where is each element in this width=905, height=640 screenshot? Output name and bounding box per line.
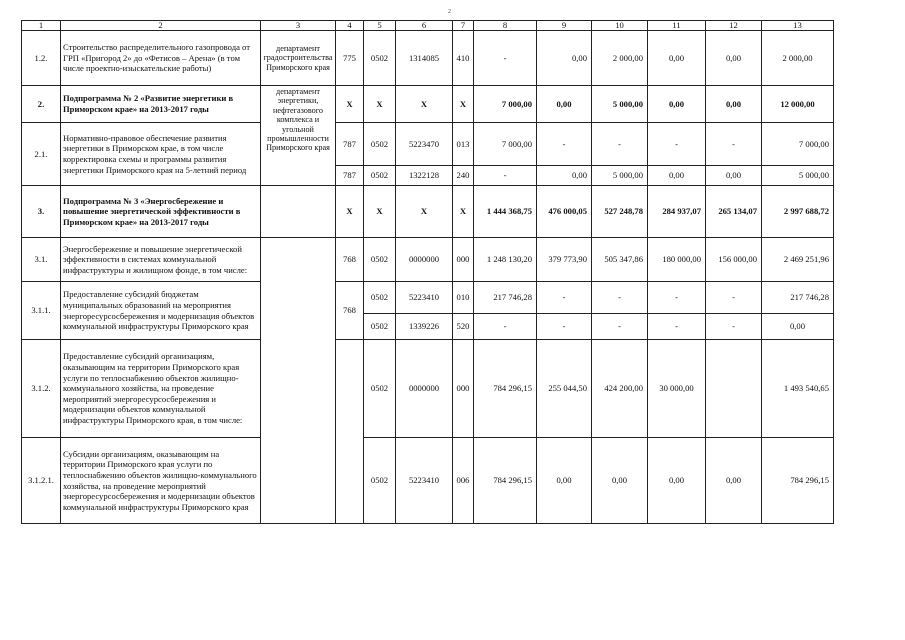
cell-col10: 505 347,86 (592, 238, 648, 282)
row-description: Нормативно-правовое обеспечение развития энергетики в Приморском крае, в том числе корректировка схемы и программы развития энергетики Приморского края на 5-летний период (61, 123, 261, 186)
cell-col5: Х (364, 86, 396, 123)
cell-col12: 0,00 (706, 31, 762, 86)
cell-col6: 5223410 (396, 282, 453, 314)
cell-col13: 1 493 540,65 (762, 340, 834, 438)
cell-col6: 1314085 (396, 31, 453, 86)
cell-col12: - (706, 282, 762, 314)
column-number: 8 (474, 21, 537, 31)
row-description: Подпрограмма № 2 «Развитие энергетики в Приморском крае» на 2013-2017 годы (61, 86, 261, 123)
table-row (22, 86, 834, 123)
cell-col5: 0502 (364, 166, 396, 186)
cell-col9: 0,00 (537, 31, 592, 86)
cell-col7: Х (453, 86, 474, 123)
column-number: 7 (453, 21, 474, 31)
table-row (22, 282, 834, 314)
cell-col7: 000 (453, 340, 474, 438)
cell-col8: 1 444 368,75 (474, 186, 537, 238)
cell-col9: 255 044,50 (537, 340, 592, 438)
cell-col11: 180 000,00 (648, 238, 706, 282)
column-number-row (22, 21, 834, 31)
cell-col7: 520 (453, 314, 474, 340)
cell-col9: 0,00 (537, 438, 592, 524)
column-number: 4 (336, 21, 364, 31)
cell-col12: 156 000,00 (706, 238, 762, 282)
cell-col10: 0,00 (592, 438, 648, 524)
cell-col10: 527 248,78 (592, 186, 648, 238)
row-number: 3.1.1. (22, 282, 61, 340)
cell-col11: - (648, 282, 706, 314)
department-cell (261, 186, 336, 238)
cell-col13: 5 000,00 (762, 166, 834, 186)
cell-col8: 1 248 130,20 (474, 238, 537, 282)
row-number: 3.1. (22, 238, 61, 282)
cell-col10: - (592, 314, 648, 340)
column-number: 6 (396, 21, 453, 31)
cell-col9: 0,00 (537, 86, 592, 123)
column-number: 1 (22, 21, 61, 31)
row-number: 2.1. (22, 123, 61, 186)
cell-col4: 768 (336, 282, 364, 340)
table-row (22, 340, 834, 438)
row-number: 3.1.2.1. (22, 438, 61, 524)
cell-col11: 284 937,07 (648, 186, 706, 238)
cell-col10: - (592, 282, 648, 314)
cell-col11: 0,00 (648, 86, 706, 123)
row-description: Подпрограмма № 3 «Энергосбережение и повышение энергетической эффективности в Приморском крае» на 2013-2017 годы (61, 186, 261, 238)
cell-col10: 424 200,00 (592, 340, 648, 438)
cell-col12: 0,00 (706, 438, 762, 524)
cell-col13: 784 296,15 (762, 438, 834, 524)
cell-col13: 217 746,28 (762, 282, 834, 314)
cell-col5: 0502 (364, 340, 396, 438)
cell-col6: 1339226 (396, 314, 453, 340)
cell-col9: 0,00 (537, 166, 592, 186)
row-description: Субсидии организациям, оказывающим на территории Приморского края услуги по теплоснабжению объектов жилищно-коммунального хозяйства, на проведение мероприятий энергоресурсосбережения и модернизации объектов коммунальной инфраструктуры Приморского края (61, 438, 261, 524)
row-description: Предоставление субсидий бюджетам муниципальных образований на мероприятия энергоресурсосбережения и модернизация объектов коммунальной инфраструктуры Приморского края (61, 282, 261, 340)
cell-col5: 0502 (364, 438, 396, 524)
column-number: 10 (592, 21, 648, 31)
table-row (22, 238, 834, 282)
table-row (22, 438, 834, 524)
cell-col10: 5 000,00 (592, 86, 648, 123)
cell-col5: Х (364, 186, 396, 238)
cell-col9: 476 000,05 (537, 186, 592, 238)
cell-col10: 2 000,00 (592, 31, 648, 86)
row-number: 3.1.2. (22, 340, 61, 438)
cell-col12: 0,00 (706, 166, 762, 186)
cell-col7: 010 (453, 282, 474, 314)
cell-col4: 775 (336, 31, 364, 86)
row-description: Предоставление субсидий организациям, оказывающим на территории Приморского края услуги по теплоснабжению объектов жилищно-коммунального хозяйства, на проведение мероприятий энергоресурсосбережения и модернизации объектов коммунальной инфраструктуры Приморского края, в том числе: (61, 340, 261, 438)
cell-col12: - (706, 314, 762, 340)
row-number: 1.2. (22, 31, 61, 86)
cell-col11: - (648, 123, 706, 166)
column-number: 5 (364, 21, 396, 31)
cell-col11: 0,00 (648, 438, 706, 524)
cell-col8: 217 746,28 (474, 282, 537, 314)
cell-col5: 0502 (364, 123, 396, 166)
table-row (22, 123, 834, 166)
cell-col5: 0502 (364, 314, 396, 340)
cell-col11: 30 000,00 (648, 340, 706, 438)
cell-col10: 5 000,00 (592, 166, 648, 186)
table-row (22, 31, 834, 86)
cell-col7: Х (453, 186, 474, 238)
table-row (22, 186, 834, 238)
cell-col9: - (537, 123, 592, 166)
cell-col5: 0502 (364, 282, 396, 314)
column-number: 2 (61, 21, 261, 31)
cell-col11: 0,00 (648, 31, 706, 86)
cell-col8: - (474, 31, 537, 86)
cell-col5: 0502 (364, 31, 396, 86)
cell-col6: Х (396, 186, 453, 238)
cell-col6: 1322128 (396, 166, 453, 186)
cell-col11: - (648, 314, 706, 340)
cell-col4: Х (336, 86, 364, 123)
cell-col6: 5223410 (396, 438, 453, 524)
cell-col4: 787 (336, 166, 364, 186)
cell-col8: - (474, 314, 537, 340)
cell-col4 (336, 340, 364, 524)
cell-col13: 12 000,00 (762, 86, 834, 123)
cell-col13: 2 000,00 (762, 31, 834, 86)
cell-col4: 787 (336, 123, 364, 166)
cell-col7: 410 (453, 31, 474, 86)
cell-col13: 2 469 251,96 (762, 238, 834, 282)
cell-col12: 265 134,07 (706, 186, 762, 238)
cell-col10: - (592, 123, 648, 166)
column-number: 12 (706, 21, 762, 31)
page-marker: 2 (448, 9, 451, 15)
cell-col8: 7 000,00 (474, 123, 537, 166)
cell-col9: - (537, 282, 592, 314)
cell-col6: Х (396, 86, 453, 123)
cell-col6: 0000000 (396, 340, 453, 438)
department-cell: департамент градостроительства Приморского края (261, 31, 336, 86)
cell-col12: - (706, 123, 762, 166)
column-number: 11 (648, 21, 706, 31)
budget-table (21, 20, 834, 524)
department-cell (261, 238, 336, 524)
row-number: 3. (22, 186, 61, 238)
department-cell: департамент энергетики, нефтегазового комплекса и угольной промышленности Приморского края (261, 86, 336, 186)
cell-col7: 013 (453, 123, 474, 166)
cell-col7: 240 (453, 166, 474, 186)
cell-col13: 7 000,00 (762, 123, 834, 166)
row-description: Строительство распределительного газопровода от ГРП «Пригород 2» до «Фетисов – Арена» (в том числе проектно-изыскательские работы) (61, 31, 261, 86)
cell-col13: 0,00 (762, 314, 834, 340)
cell-col8: 784 296,15 (474, 340, 537, 438)
cell-col4: Х (336, 186, 364, 238)
cell-col4: 768 (336, 238, 364, 282)
column-number: 9 (537, 21, 592, 31)
column-number: 13 (762, 21, 834, 31)
row-description: Энергосбережение и повышение энергетической эффективности в системах коммунальной инфраструктуры и жилищном фонде, в том числе: (61, 238, 261, 282)
cell-col9: 379 773,90 (537, 238, 592, 282)
cell-col11: 0,00 (648, 166, 706, 186)
cell-col7: 000 (453, 238, 474, 282)
cell-col8: - (474, 166, 537, 186)
cell-col5: 0502 (364, 238, 396, 282)
cell-col12: 0,00 (706, 86, 762, 123)
cell-col8: 7 000,00 (474, 86, 537, 123)
cell-col6: 0000000 (396, 238, 453, 282)
row-number: 2. (22, 86, 61, 123)
cell-col13: 2 997 688,72 (762, 186, 834, 238)
cell-col12 (706, 340, 762, 438)
column-number: 3 (261, 21, 336, 31)
cell-col8: 784 296,15 (474, 438, 537, 524)
cell-col9: - (537, 314, 592, 340)
cell-col7: 006 (453, 438, 474, 524)
cell-col6: 5223470 (396, 123, 453, 166)
